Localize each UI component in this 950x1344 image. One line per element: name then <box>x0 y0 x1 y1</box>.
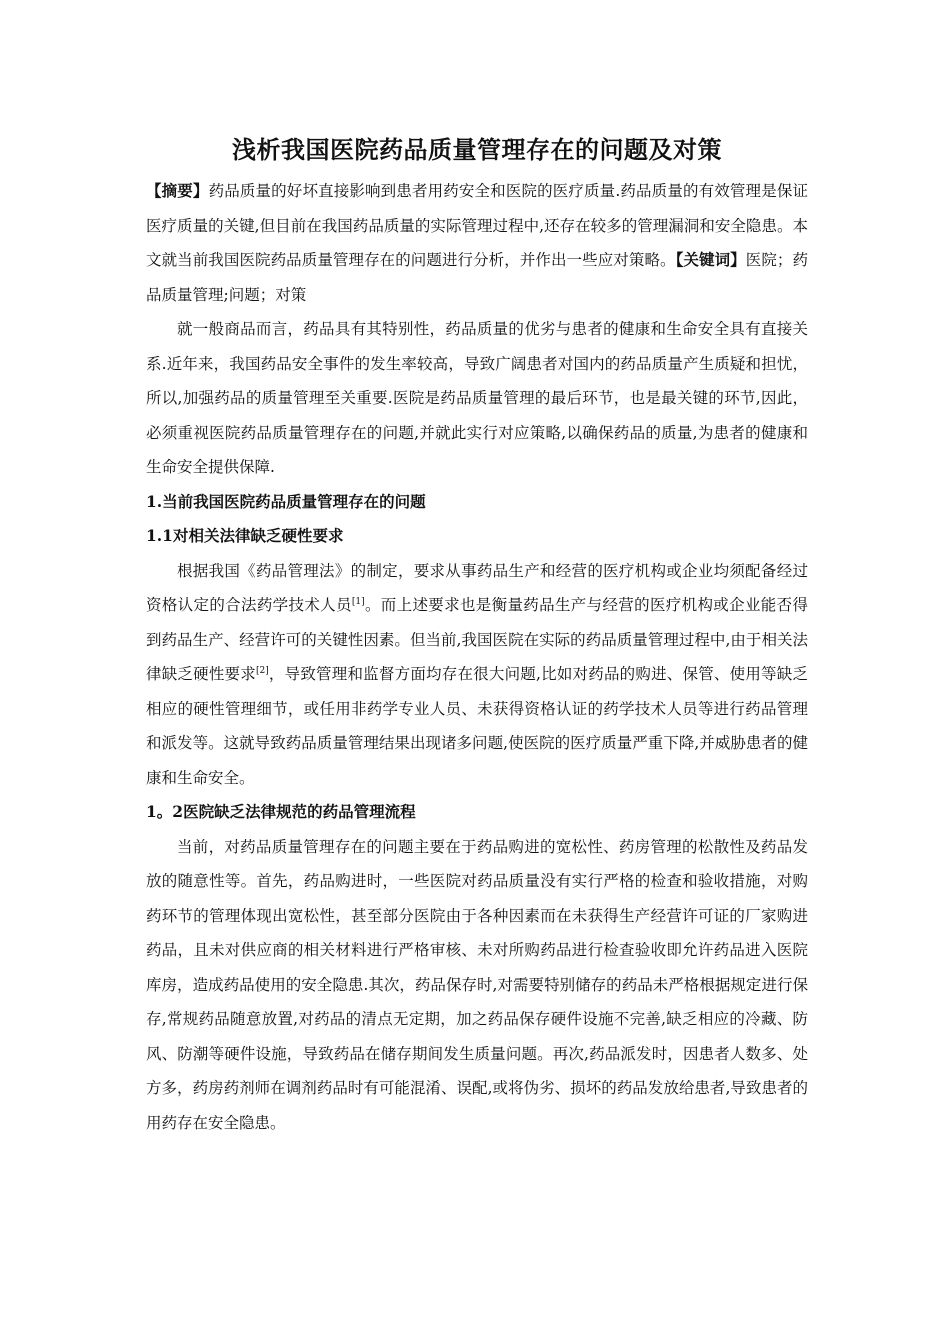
abstract-label: 【摘要】 <box>146 181 209 200</box>
section-1-2-paragraph: 当前，对药品质量管理存在的问题主要在于药品购进的宽松性、药房管理的松散性及药品发放的随意性等。首先，药品购进时，一些医院对药品质量没有实行严格的检查和验收措施，对购药环节的管理体现出宽松性，甚至部分医院由于各种因素而在未获得生产经营许可证的厂家购进药品，且未对供应商的相关材料进行严格审核、未对所购药品进行检查验收即允许药品进入医院库房，造成药品使用的安全隐患.其次，药品保存时,对需要特别储存的药品未严格根据规定进行保存,常规药品随意放置,对药品的清点无定期，加之药品保存硬件设施不完善,缺乏相应的冷藏、防风、防潮等硬件设施，导致药品在储存期间发生质量问题。再次,药品派发时，因患者人数多、处方多，药房药剂师在调剂药品时有可能混淆、误配,或将伪劣、损坏的药品发放给患者,导致患者的用药存在安全隐患。 <box>146 837 808 1132</box>
document-title: 浅析我国医院药品质量管理存在的问题及对策 <box>232 135 722 164</box>
section-1-1-text-c: ，导致管理和监督方面均存在很大问题,比如对药品的购进、保管、使用等缺乏相应的硬性管理细节，或任用非药学专业人员、未获得资格认证的药学技术人员等进行药品管理和派发等。这就导致药品质量管理结果出现诸多问题,使医院的医疗质量严重下降,并威胁患者的健康和生命安全。 <box>146 665 808 787</box>
citation-1: [1] <box>351 597 365 607</box>
section-1-1-text-b: 。而上述要求也是衡量药品生产与经营的医疗机构或企业能否得到药品生产、经营许可的关键性因素。但当前,我国医院在实际的药品质量管理过程中,由于相关法律缺乏硬性要求 <box>146 596 808 683</box>
document-page <box>146 128 808 1140</box>
section-1-1-paragraph <box>146 554 808 796</box>
section-1-1-text-a: 根据我国《药品管理法》的制定，要求从事药品生产和经营的医疗机构或企业均须配备经过资格认定的合法药学技术人员 <box>146 561 808 614</box>
intro-paragraph: 就一般商品而言，药品具有其特别性，药品质量的优劣与患者的健康和生命安全具有直接关系.近年来，我国药品安全事件的发生率较高，导致广阔患者对国内的药品质量产生质疑和担忧，所以,加强药品的质量管理至关重要.医院是药品质量管理的最后环节，也是最关键的环节,因此，必须重视医院药品质量管理存在的问题,并就此实行对应策略,以确保药品的质量,为患者的健康和生命安全提供保障. <box>146 320 808 476</box>
citation-2: [2] <box>255 666 269 676</box>
section-1-2-heading: 1。2医院缺乏法律规范的药品管理流程 <box>146 802 416 821</box>
section-1-heading: 1.当前我国医院药品质量管理存在的问题 <box>146 491 426 511</box>
keywords-text: 医院；药品质量管理;问题；对策 <box>146 251 808 304</box>
section-1-1-heading: 1.1对相关法律缺乏硬性要求 <box>146 526 344 545</box>
keywords-label: 【关键词】 <box>675 250 746 269</box>
abstract-text: 药品质量的好坏直接影响到患者用药安全和医院的医疗质量.药品质量的有效管理是保证医疗质量的关键,但目前在我国药品质量的实际管理过程中,还存在较多的管理漏洞和安全隐患。本文就当前我国医院药品质量管理存在的问题进行分析，并作出一些应对策略。 <box>146 182 808 269</box>
abstract-paragraph <box>146 174 808 312</box>
